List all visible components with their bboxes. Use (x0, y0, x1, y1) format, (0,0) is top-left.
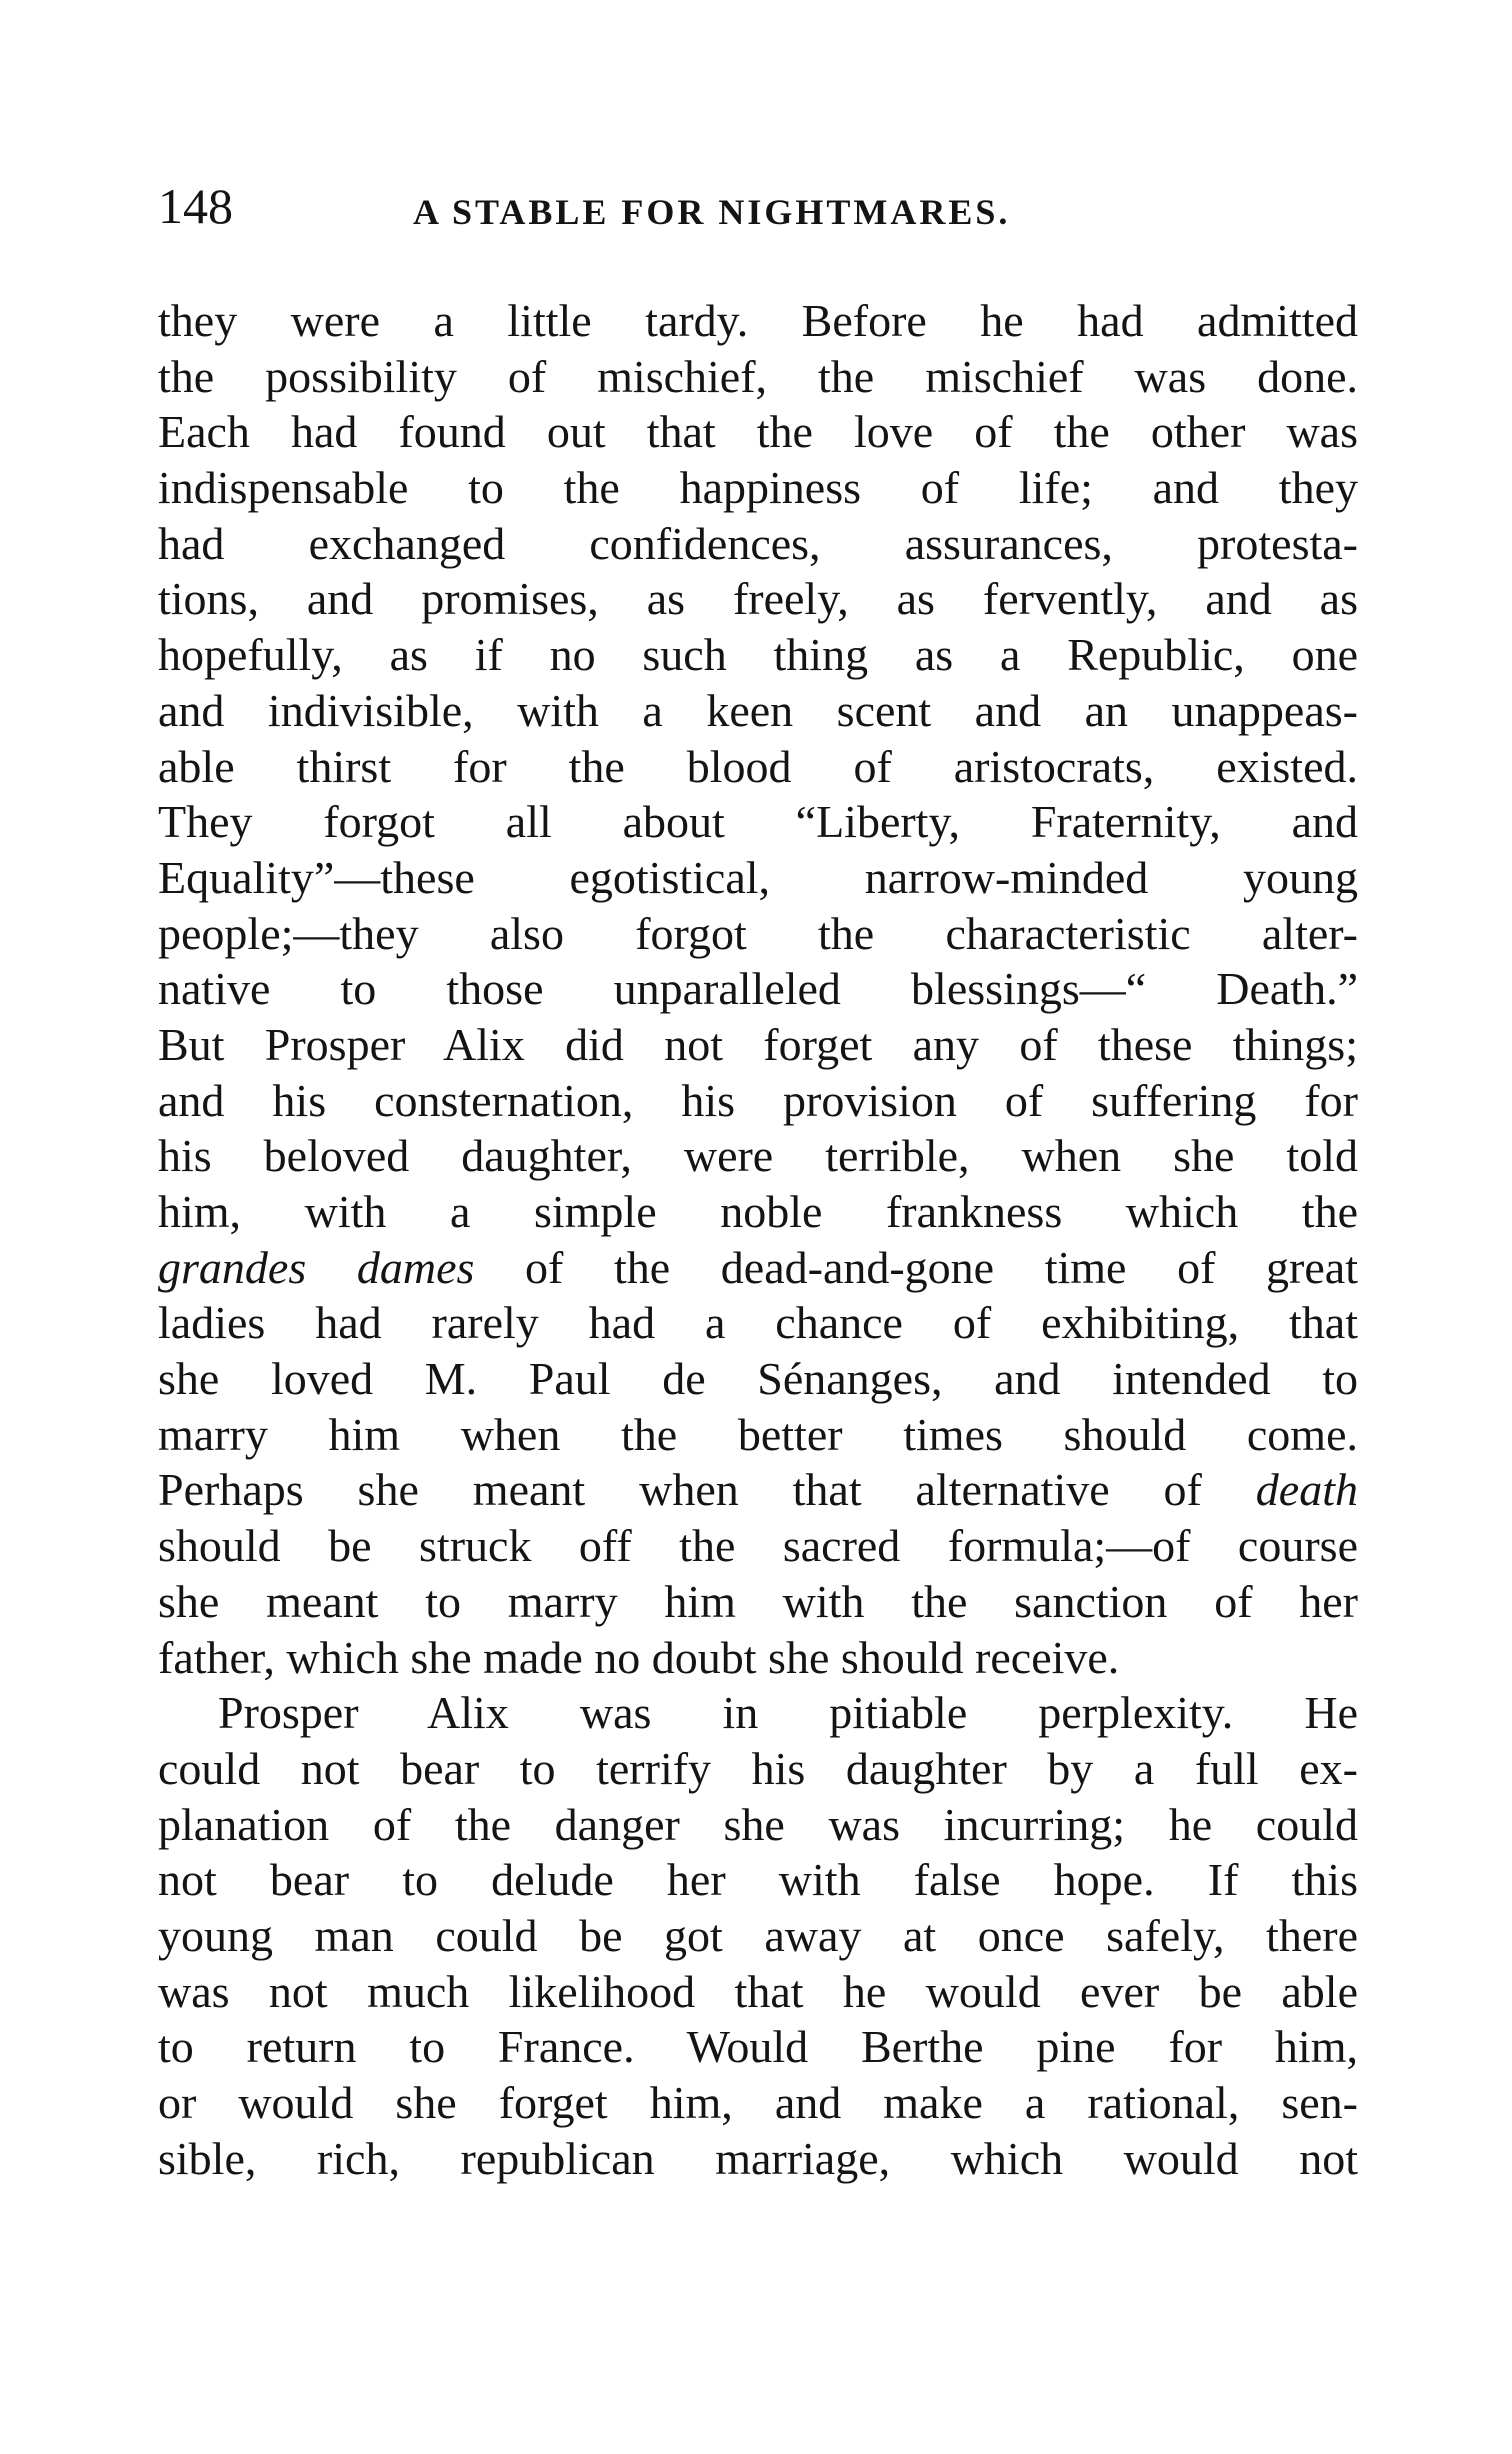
text-segment: sible, rich, republican marriage, which would not (158, 2132, 1358, 2184)
text-segment: tions, and promises, as freely, as fervently, and as (158, 573, 1358, 625)
text-segment: the possibility of mischief, the mischief was done. (158, 350, 1358, 402)
text-line (158, 293, 1358, 349)
italic-text: grandes dames (158, 1241, 475, 1293)
text-line (158, 739, 1358, 795)
text-line (158, 627, 1358, 683)
text-line (158, 349, 1358, 405)
text-line (158, 1630, 1358, 1686)
text-segment: or would she forget him, and make a rational, sen- (158, 2077, 1358, 2128)
running-title: A STABLE FOR NIGHTMARES. (413, 192, 1011, 232)
text-segment: Equality”—these egotistical, narrow-minded young (158, 851, 1358, 903)
text-segment: native to those unparalleled blessings—“ Death.” (158, 963, 1358, 1015)
text-line (158, 1073, 1358, 1129)
text-segment: father, which she made no doubt she should receive. (158, 1631, 1120, 1683)
text-segment: Perhaps she meant when that alternative of (158, 1464, 1256, 1516)
text-segment: people;—they also forgot the characteristic alter- (158, 907, 1358, 959)
text-segment: and indivisible, with a keen scent and an unappeas- (158, 684, 1358, 736)
text-line (158, 1184, 1358, 1240)
text-segment: marry him when the better times should come. (158, 1408, 1358, 1460)
text-line (158, 460, 1358, 516)
body-text (158, 293, 1358, 2186)
text-line (158, 1964, 1358, 2020)
text-line (158, 1407, 1358, 1463)
text-segment: Prosper Alix was in pitiable perplexity. He (218, 1687, 1358, 1739)
text-segment: she meant to marry him with the sanction of her (158, 1575, 1358, 1627)
text-line (158, 1852, 1358, 1908)
text-segment: they were a little tardy. Before he had admitted (158, 295, 1358, 346)
text-segment: Each had found out that the love of the other was (158, 406, 1358, 458)
text-segment: indispensable to the happiness of life; and they (158, 462, 1358, 514)
text-line (158, 1685, 1358, 1741)
text-line (158, 1574, 1358, 1630)
text-line (158, 683, 1358, 739)
text-line (158, 404, 1358, 460)
text-line (158, 2075, 1358, 2131)
italic-text: death (1255, 1464, 1358, 1516)
text-segment: They forgot all about “Liberty, Fraternity, and (158, 796, 1358, 848)
text-line (158, 2019, 1358, 2075)
text-segment: had exchanged confidences, assurances, protesta- (158, 517, 1358, 569)
text-segment: ladies had rarely had a chance of exhibiting, that (158, 1297, 1358, 1349)
text-segment: his beloved daughter, were terrible, when she told (158, 1130, 1358, 1182)
text-segment: and his consternation, his provision of suffering for (158, 1074, 1358, 1126)
text-segment: was not much likelihood that he would ever be able (158, 1965, 1358, 2017)
text-line (158, 1518, 1358, 1574)
text-line (158, 1908, 1358, 1964)
text-line (158, 1240, 1358, 1296)
text-segment: should be struck off the sacred formula;—of course (158, 1520, 1358, 1572)
page-number: 148 (158, 178, 233, 234)
text-segment: planation of the danger she was incurring; he could (158, 1798, 1358, 1850)
text-segment: him, with a simple noble frankness which the (158, 1186, 1358, 1237)
text-segment: could not bear to terrify his daughter by a full ex- (158, 1742, 1358, 1794)
text-line (158, 850, 1358, 906)
text-segment: she loved M. Paul de Sénanges, and intended to (158, 1353, 1358, 1405)
text-segment: to return to France. Would Berthe pine for him, (158, 2021, 1358, 2073)
text-line (158, 571, 1358, 627)
text-line (158, 1295, 1358, 1351)
text-line (158, 1128, 1358, 1184)
text-segment: of the dead-and-gone time of great (474, 1241, 1358, 1293)
text-line (158, 906, 1358, 962)
text-segment: able thirst for the blood of aristocrats, existed. (158, 740, 1358, 792)
text-segment: young man could be got away at once safely, there (158, 1909, 1358, 1961)
text-segment: not bear to delude her with false hope. If this (158, 1854, 1358, 1906)
text-line (158, 1741, 1358, 1797)
text-line (158, 516, 1358, 572)
text-line (158, 1462, 1358, 1518)
text-line (158, 1351, 1358, 1407)
text-line (158, 794, 1358, 850)
text-line (158, 2131, 1358, 2187)
page-header (158, 176, 1358, 246)
text-line (158, 961, 1358, 1017)
text-line (158, 1797, 1358, 1853)
text-segment: hopefully, as if no such thing as a Republic, one (158, 629, 1358, 681)
text-segment: But Prosper Alix did not forget any of these things; (158, 1018, 1358, 1070)
text-line (158, 1017, 1358, 1073)
